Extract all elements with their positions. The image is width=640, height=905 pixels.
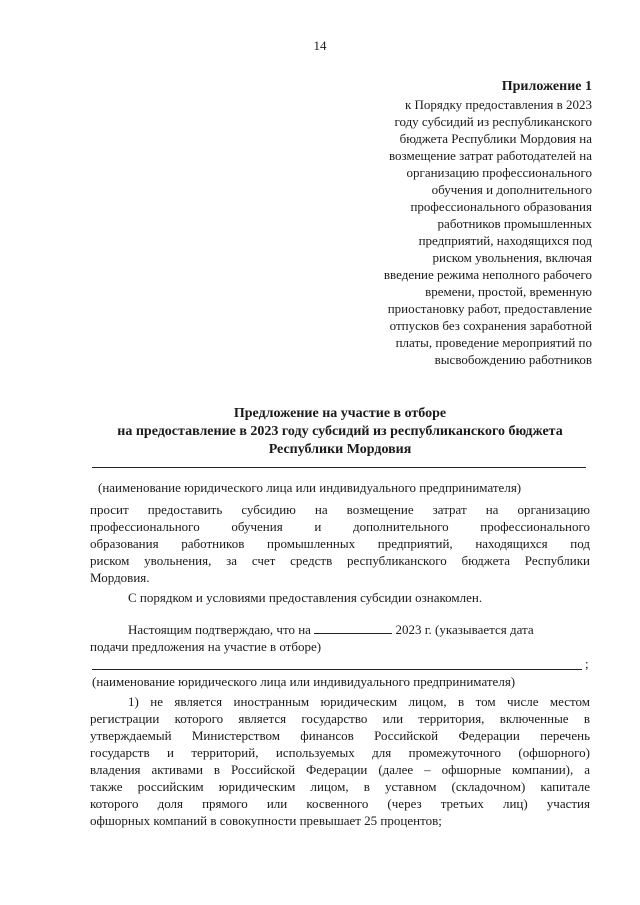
- paragraph-line: которого доля прямого или косвенного (через третьих лиц) участия: [90, 796, 590, 811]
- paragraph-line: владения активами в Российской Федерации (далее – офшорные компании), а: [90, 762, 590, 777]
- confirm-text-end: 2023 г. (указывается дата: [395, 622, 534, 637]
- appendix-block: [292, 78, 592, 368]
- entity-name-caption-2: (наименование юридического лица или индивидуального предпринимателя): [92, 674, 516, 689]
- paragraph-line: профессионального обучения и дополнительного профессионального: [90, 519, 590, 534]
- request-paragraph: [90, 501, 590, 586]
- document-title: [60, 405, 620, 459]
- appendix-line: году субсидий из республиканского: [394, 114, 592, 129]
- paragraph-line: офшорных компаний в совокупности превышает 25 процентов;: [90, 813, 442, 828]
- appendix-line: бюджета Республики Мордовия на: [399, 131, 592, 146]
- semicolon: ;: [585, 656, 589, 671]
- appendix-title: Приложение 1: [501, 79, 592, 94]
- paragraph-line: 1) не является иностранным юридическим лицом, в том числе местом: [128, 694, 590, 709]
- title-line-3: Республики Мордовия: [268, 442, 412, 457]
- appendix-line: высвобождению работников: [434, 352, 592, 367]
- page-number: 14: [313, 38, 327, 53]
- paragraph-line: просит предоставить субсидию на возмещение затрат на организацию: [90, 502, 590, 517]
- paragraph-line: подачи предложения на участие в отборе): [90, 639, 322, 654]
- appendix-line: отпусков без сохранения заработной: [389, 318, 592, 333]
- paragraph-line: государств и территорий, используемых для промежуточного (офшорного): [90, 745, 590, 760]
- confirm-text-start: Настоящим подтверждаю, что на: [128, 622, 311, 637]
- appendix-line: приостановку работ, предоставление: [387, 301, 592, 316]
- confirmation-paragraph: [90, 621, 590, 655]
- paragraph-line: Мордовия.: [90, 570, 150, 585]
- appendix-line: введение режима неполного рабочего: [383, 267, 592, 282]
- paragraph-line: утверждаемый Министерством финансов Российской Федерации перечень: [90, 728, 590, 743]
- appendix-line: организацию профессионального: [406, 165, 592, 180]
- paragraph-line: также российским юридическим лицом, в уставном (складочном) капитале: [90, 779, 590, 794]
- item-1-paragraph: [90, 693, 590, 829]
- entity-name-caption: (наименование юридического лица или индивидуального предпринимателя): [98, 480, 522, 495]
- appendix-line: платы, проведение мероприятий по: [395, 335, 592, 350]
- date-blank: [314, 622, 392, 634]
- appendix-line: возмещение затрат работодателей на: [388, 148, 592, 163]
- appendix-line: риском увольнения, включая: [432, 250, 592, 265]
- paragraph-line: риском увольнения, за счет средств республиканского бюджета Республики: [90, 553, 590, 568]
- paragraph-line: регистрации которого является государство или территория, включенные в: [90, 711, 590, 726]
- appendix-line: работников промышленных: [437, 216, 592, 231]
- appendix-line: к Порядку предоставления в 2023: [404, 97, 592, 112]
- appendix-line: предприятий, находящихся под: [418, 233, 592, 248]
- appendix-line: обучения и дополнительного: [431, 182, 592, 197]
- appendix-line: времени, простой, временную: [425, 284, 592, 299]
- paragraph-line: образования работников промышленных предприятий, находящихся под: [90, 536, 590, 551]
- appendix-line: профессионального образования: [410, 199, 592, 214]
- acknowledgement: С порядком и условиями предоставления субсидии ознакомлен.: [128, 590, 483, 605]
- title-line-2: на предоставление в 2023 году субсидий из республиканского бюджета: [117, 424, 563, 439]
- entity-name-underline-2: [92, 669, 582, 670]
- entity-name-underline: [92, 467, 586, 468]
- title-line-1: Предложение на участие в отборе: [233, 406, 447, 421]
